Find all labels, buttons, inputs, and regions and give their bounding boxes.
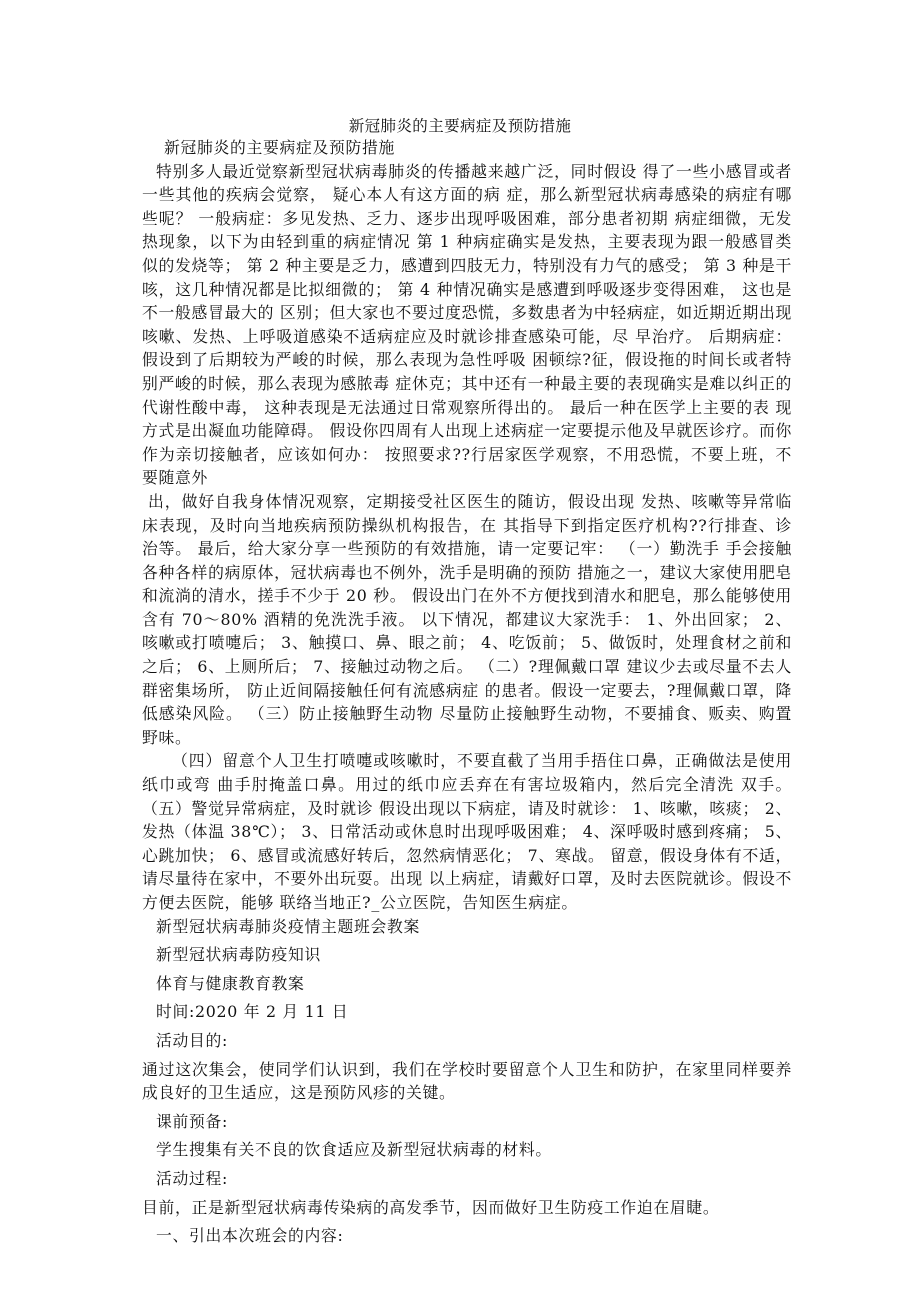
lesson-plan-course: 体育与健康教育教案 <box>156 973 305 993</box>
process-heading: 活动过程: <box>156 1168 229 1188</box>
paragraph-hygiene: （四）留意个人卫生打喷嚏或咳嗽时，不要直截了当用手捂住口鼻，正确做法是使用纸巾或弯 曲手肘掩盖口鼻。用过的纸巾应丢弃在有害垃圾箱内，然后完全清洗 双手。 （五）警觉异常病症，及时就诊 假设出现以下病症，请及时就诊： 1、咳嗽，咳痰； 2、发热（体温 38℃）； 3、日常活动或休息时出现呼吸困难； 4、深呼吸时感到疼痛； 5、心跳加快； 6、感冒或流感好转后，忽然病情恶化； 7、寒战。 留意，假设身体有不适，请尽量待在家中，不要外出玩耍。出现 以上病症，请戴好口罩，及时去医院就诊。假设不方便去医院，能够 联络当地正?_公立医院，告知医生病症。 <box>142 751 792 912</box>
paragraph-prevention: 出，做好自我身体情况观察，定期接受社区医生的随访，假设出现 发热、咳嗽等异常临床表现，及时向当地疾病预防操纵机构报告，在 其指导下到指定医疗机构??行排查、诊治等。 最后，给大家分享一些预防的有效措施，请一定要记牢： （一）勤洗手 手会接触各种各样的病原体，冠状病毒也不例外，洗手是明确的预防 措施之一，建议大家使用肥皂和流淌的清水，搓手不少于 20 秒。 假设出门在外不方便找到清水和肥皂，那么能够使用含有 70～80% 酒精的免洗洗手液。 以下情况，都建议大家洗手： 1、外出回家； 2、咳嗽或打喷嚏后； 3、触摸口、鼻、眼之前； 4、吃饭前； 5、做饭时，处理食材之前和之后； 6、上厕所后； 7、接触过动物之后。 （二）?理佩戴口罩 建议少去或尽量不去人群密集场所， 防止近间隔接触任何有流感病症 的患者。假设一定要去，?理佩戴口罩，降低感染风险。 （三）防止接触野生动物 尽量防止接触野生动物，不要捕食、贩卖、购置野味。 <box>142 491 792 747</box>
section-one-heading: 一、引出本次班会的内容: <box>156 1226 344 1246</box>
objective-heading: 活动目的: <box>156 1030 229 1050</box>
lesson-plan-section <box>142 915 792 1248</box>
document-title: 新冠肺炎的主要病症及预防措施 <box>348 117 572 135</box>
lesson-plan-title: 新型冠状病毒肺炎疫情主题班会教案 <box>156 916 420 936</box>
preparation-heading: 课前预备: <box>156 1111 229 1131</box>
process-text: 目前，正是新型冠状病毒传染病的高发季节，因而做好卫生防疫工作迫在眉睫。 <box>142 1197 720 1217</box>
document-subtitle: 新冠肺炎的主要病症及预防措施 <box>164 138 395 157</box>
paragraph-symptoms: 特别多人最近觉察新型冠状病毒肺炎的传播越来越广泛，同时假设 得了一些小感冒或者一些其他的疾病会觉察， 疑心本人有这方面的病 症，那么新型冠状病毒感染的病症有哪些呢？ 一般病症：多见发热、乏力、逐步出现呼吸困难，部分患者初期 病症细微，无发热现象，以下为由轻到重的病症情况 第 1 种病症确实是发热，主要表现为跟一般感冒类似的发烧等； 第 2 种主要是乏力，感遭到四肢无力，特别没有力气的感受； 第 3 种是干咳，这几种情况都是比拟细微的； 第 4 种情况确实是感遭到呼吸逐步变得困难， 这也是不一般感冒最大的 区别；但大家也不要过度恐慌，多数患者为中轻病症，如近期近期出现咳嗽、发热、上呼吸道感染不适病症应及时就诊排查感染可能，尽 早治疗。 后期病症：假设到了后期较为严峻的时候，那么表现为急性呼吸 困顿综?征，假设拖的时间长或者特别严峻的时候，那么表现为感脓毒 症休克；其中还有一种最主要的表现确实是难以纠正的代谢性酸中毒， 这种表现是无法通过日常观察所得出的。 最后一种在医学上主要的表 现方式是出凝血功能障碍。 假设你四周有人出现上述病症一定要提示他及早就医诊疗。而你 作为亲切接触者，应该如何办： 按照要求??行居家医学观察，不用恐慌，不要上班，不要随意外 <box>142 161 792 488</box>
objective-text: 通过这次集会，使同学们认识到，我们在学校时要留意个人卫生和防护，在家里同样要养成良好的卫生适应，这是预防风疹的关键。 <box>142 1059 792 1103</box>
lesson-plan-subject: 新型冠状病毒防疫知识 <box>156 945 321 965</box>
lesson-plan-time: 时间:2020 年 2 月 11 日 <box>156 1002 349 1022</box>
preparation-text: 学生搜集有关不良的饮食适应及新型冠状病毒的材料。 <box>156 1140 552 1160</box>
document-body <box>142 136 792 1253</box>
